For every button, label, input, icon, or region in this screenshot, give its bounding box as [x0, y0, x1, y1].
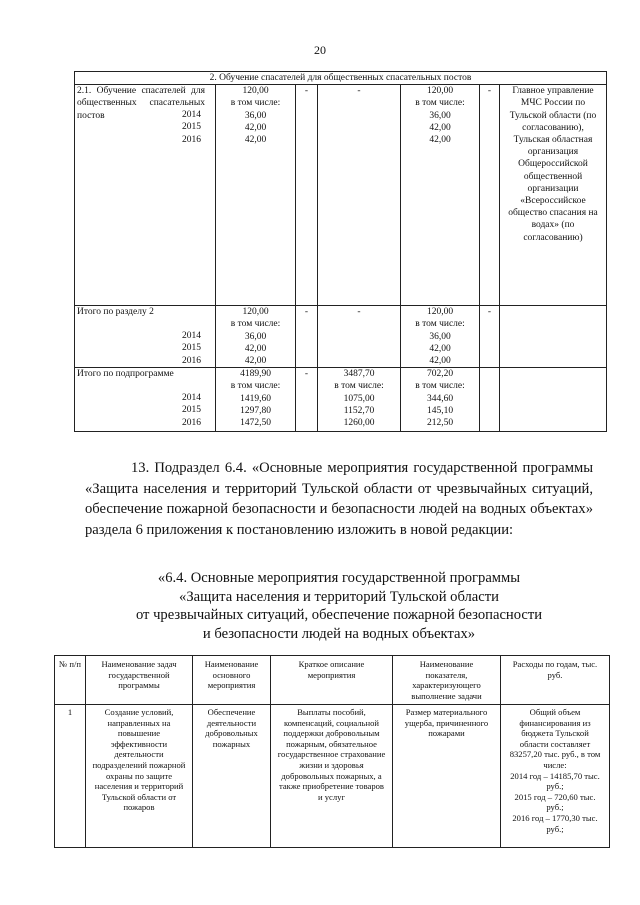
section-header-row — [75, 72, 607, 85]
subtotal-label: в том числе: — [415, 98, 465, 109]
table-row — [75, 85, 607, 306]
year-amount: 212,50 — [426, 418, 454, 429]
year-amount: 1075,00 — [343, 393, 375, 404]
year-amount: 42,00 — [429, 122, 451, 133]
year-amount: 42,00 — [429, 135, 451, 146]
expenses-year: 2016 год – 1770,30 тыс. руб.; — [512, 812, 598, 834]
subtotal-label: в том числе: — [230, 381, 281, 392]
section-title-line: «6.4. Основные мероприятия государственной программы — [157, 570, 521, 586]
dash-cell: - — [296, 85, 318, 306]
section-title-line: и безопасности людей на водных объектах» — [202, 625, 476, 642]
subtotal-label: в том числе: — [415, 381, 465, 392]
amount-cell — [216, 368, 296, 432]
year-amount: 344,60 — [426, 393, 454, 404]
expenses-year: 2015 год – 720,60 тыс. руб.; — [514, 791, 596, 813]
dash-cell: - — [296, 368, 318, 432]
column-header: Наименование показателя, характеризующего выполнение задачи — [393, 656, 501, 705]
year: 2016 — [182, 417, 201, 428]
year-amount: 145,10 — [426, 405, 454, 416]
subtotal-label: в том числе: — [230, 319, 281, 330]
page-number: 20 — [314, 43, 326, 57]
section-header: 2. Обучение спасателей для общественных спасательных постов — [75, 72, 607, 85]
year-amount: 42,00 — [429, 343, 451, 354]
dash-cell: - — [296, 306, 318, 368]
table-row — [75, 368, 607, 432]
section-title-line: «Защита населения и территорий Тульской области — [179, 588, 499, 605]
year-amount: 42,00 — [244, 343, 267, 354]
amount-cell — [401, 85, 480, 306]
measure-name: Итого по разделу 2 — [77, 307, 154, 318]
header-row — [55, 656, 610, 705]
dash-cell: - — [318, 85, 401, 306]
year-amount: 1260,00 — [343, 418, 375, 429]
measure-name-cell — [75, 85, 216, 306]
executor-cell — [500, 85, 607, 306]
measure-name: Итого по подпрограмме — [77, 369, 174, 380]
year: 2015 — [182, 122, 201, 133]
row-number: 1 — [55, 705, 86, 848]
year-amount: 36,00 — [244, 331, 267, 342]
activities-table — [54, 655, 610, 848]
year-amount: 42,00 — [244, 122, 267, 133]
task-cell: Создание условий, направленных на повышение эффективности деятельности подразделений пожарной охраны по защите населения и территорий Тульской области от пожаров — [86, 705, 193, 848]
year-amount: 36,00 — [244, 110, 267, 121]
measure-name-cell — [75, 368, 216, 432]
total-amount: 120,00 — [426, 86, 454, 97]
year: 2015 — [182, 343, 201, 354]
year: 2014 — [182, 393, 201, 404]
executor-cell — [500, 306, 607, 368]
year-amount: 36,00 — [429, 331, 451, 342]
subtotal-label: в том числе: — [334, 381, 384, 392]
subtotal-label: в том числе: — [230, 98, 281, 109]
year-amount: 42,00 — [244, 356, 267, 367]
measure-name: 2.1. Обучение спасателей для общественных спасательных постов — [77, 86, 205, 121]
year-amount: 1472,50 — [240, 418, 271, 429]
year-amount: 42,00 — [429, 356, 451, 367]
indicator-cell: Размер материального ущерба, причиненного пожарами — [393, 705, 501, 848]
year: 2015 — [182, 405, 201, 416]
expenses-intro: Общий объем финансирования из бюджета Тульской области составляет 83257,20 тыс. руб., в том числе: — [509, 707, 601, 770]
years-list — [182, 109, 212, 146]
table-row — [75, 306, 607, 368]
table-row — [55, 705, 610, 848]
year-amount: 42,00 — [244, 135, 267, 146]
amendment-paragraph — [85, 458, 593, 540]
measure-cell: Обеспечение деятельности добровольных пожарных — [193, 705, 271, 848]
expenses-year: 2014 год – 14185,70 тыс. руб.; — [510, 770, 600, 792]
total-amount: 4189,90 — [240, 369, 271, 380]
year-amount: 1419,60 — [240, 393, 271, 404]
description-cell: Выплаты пособий, компенсаций, социальной поддержки добровольным пожарным, обязательное государственное страхование жизни и здоровья добровольных пожарных, а также приобретение товаров и услуг — [271, 705, 393, 848]
total-amount: 120,00 — [242, 86, 269, 97]
measure-name-cell — [75, 306, 216, 368]
year: 2016 — [182, 134, 201, 145]
dash-cell: - — [480, 85, 500, 306]
subtotal-label: в том числе: — [415, 319, 465, 330]
executor-cell — [500, 368, 607, 432]
column-header: Краткое описание мероприятия — [271, 656, 393, 705]
paragraph-text: 13. Подраздел 6.4. «Основные мероприятия государственной программы «Защита населения и территорий Тульской области от чрезвычайных ситуаций, обеспечение пожарной безопасности и безопасности людей на водных объектах» раздела 6 приложения к постановлению изложить в новой редакции: — [85, 460, 593, 538]
amount-cell — [216, 85, 296, 306]
total-amount: 120,00 — [242, 307, 269, 318]
funding-table — [74, 71, 607, 432]
column-header: № п/п — [55, 656, 86, 705]
column-header: Расходы по годам, тыс. руб. — [501, 656, 610, 705]
executor: Главное управление МЧС России по Тульской области (по согласованию), Тульская областная организация Общероссийской общественной организации «Всероссийское общество спасания на водах» (по согласованию) — [508, 86, 598, 243]
expenses-cell — [501, 705, 610, 848]
amount-cell — [216, 306, 296, 368]
section-title — [85, 569, 593, 643]
total-amount: 120,00 — [426, 307, 454, 318]
total-amount: 702,20 — [426, 369, 454, 380]
total-amount: 3487,70 — [343, 369, 375, 380]
amount-cell — [401, 368, 480, 432]
column-header: Наименование основного мероприятия — [193, 656, 271, 705]
amount-cell — [318, 368, 401, 432]
years-list — [182, 392, 212, 429]
year: 2016 — [182, 355, 201, 366]
section-title-line: от чрезвычайных ситуаций, обеспечение пожарной безопасности — [135, 607, 543, 623]
years-list — [182, 330, 212, 367]
amount-cell — [401, 306, 480, 368]
year-amount: 1297,80 — [240, 405, 271, 416]
empty-cell — [480, 368, 500, 432]
year: 2014 — [182, 110, 201, 121]
year: 2014 — [182, 331, 201, 342]
dash-cell: - — [480, 306, 500, 368]
dash-cell: - — [318, 306, 401, 368]
year-amount: 36,00 — [429, 110, 451, 121]
column-header: Наименование задач государственной программы — [86, 656, 193, 705]
year-amount: 1152,70 — [343, 405, 375, 416]
